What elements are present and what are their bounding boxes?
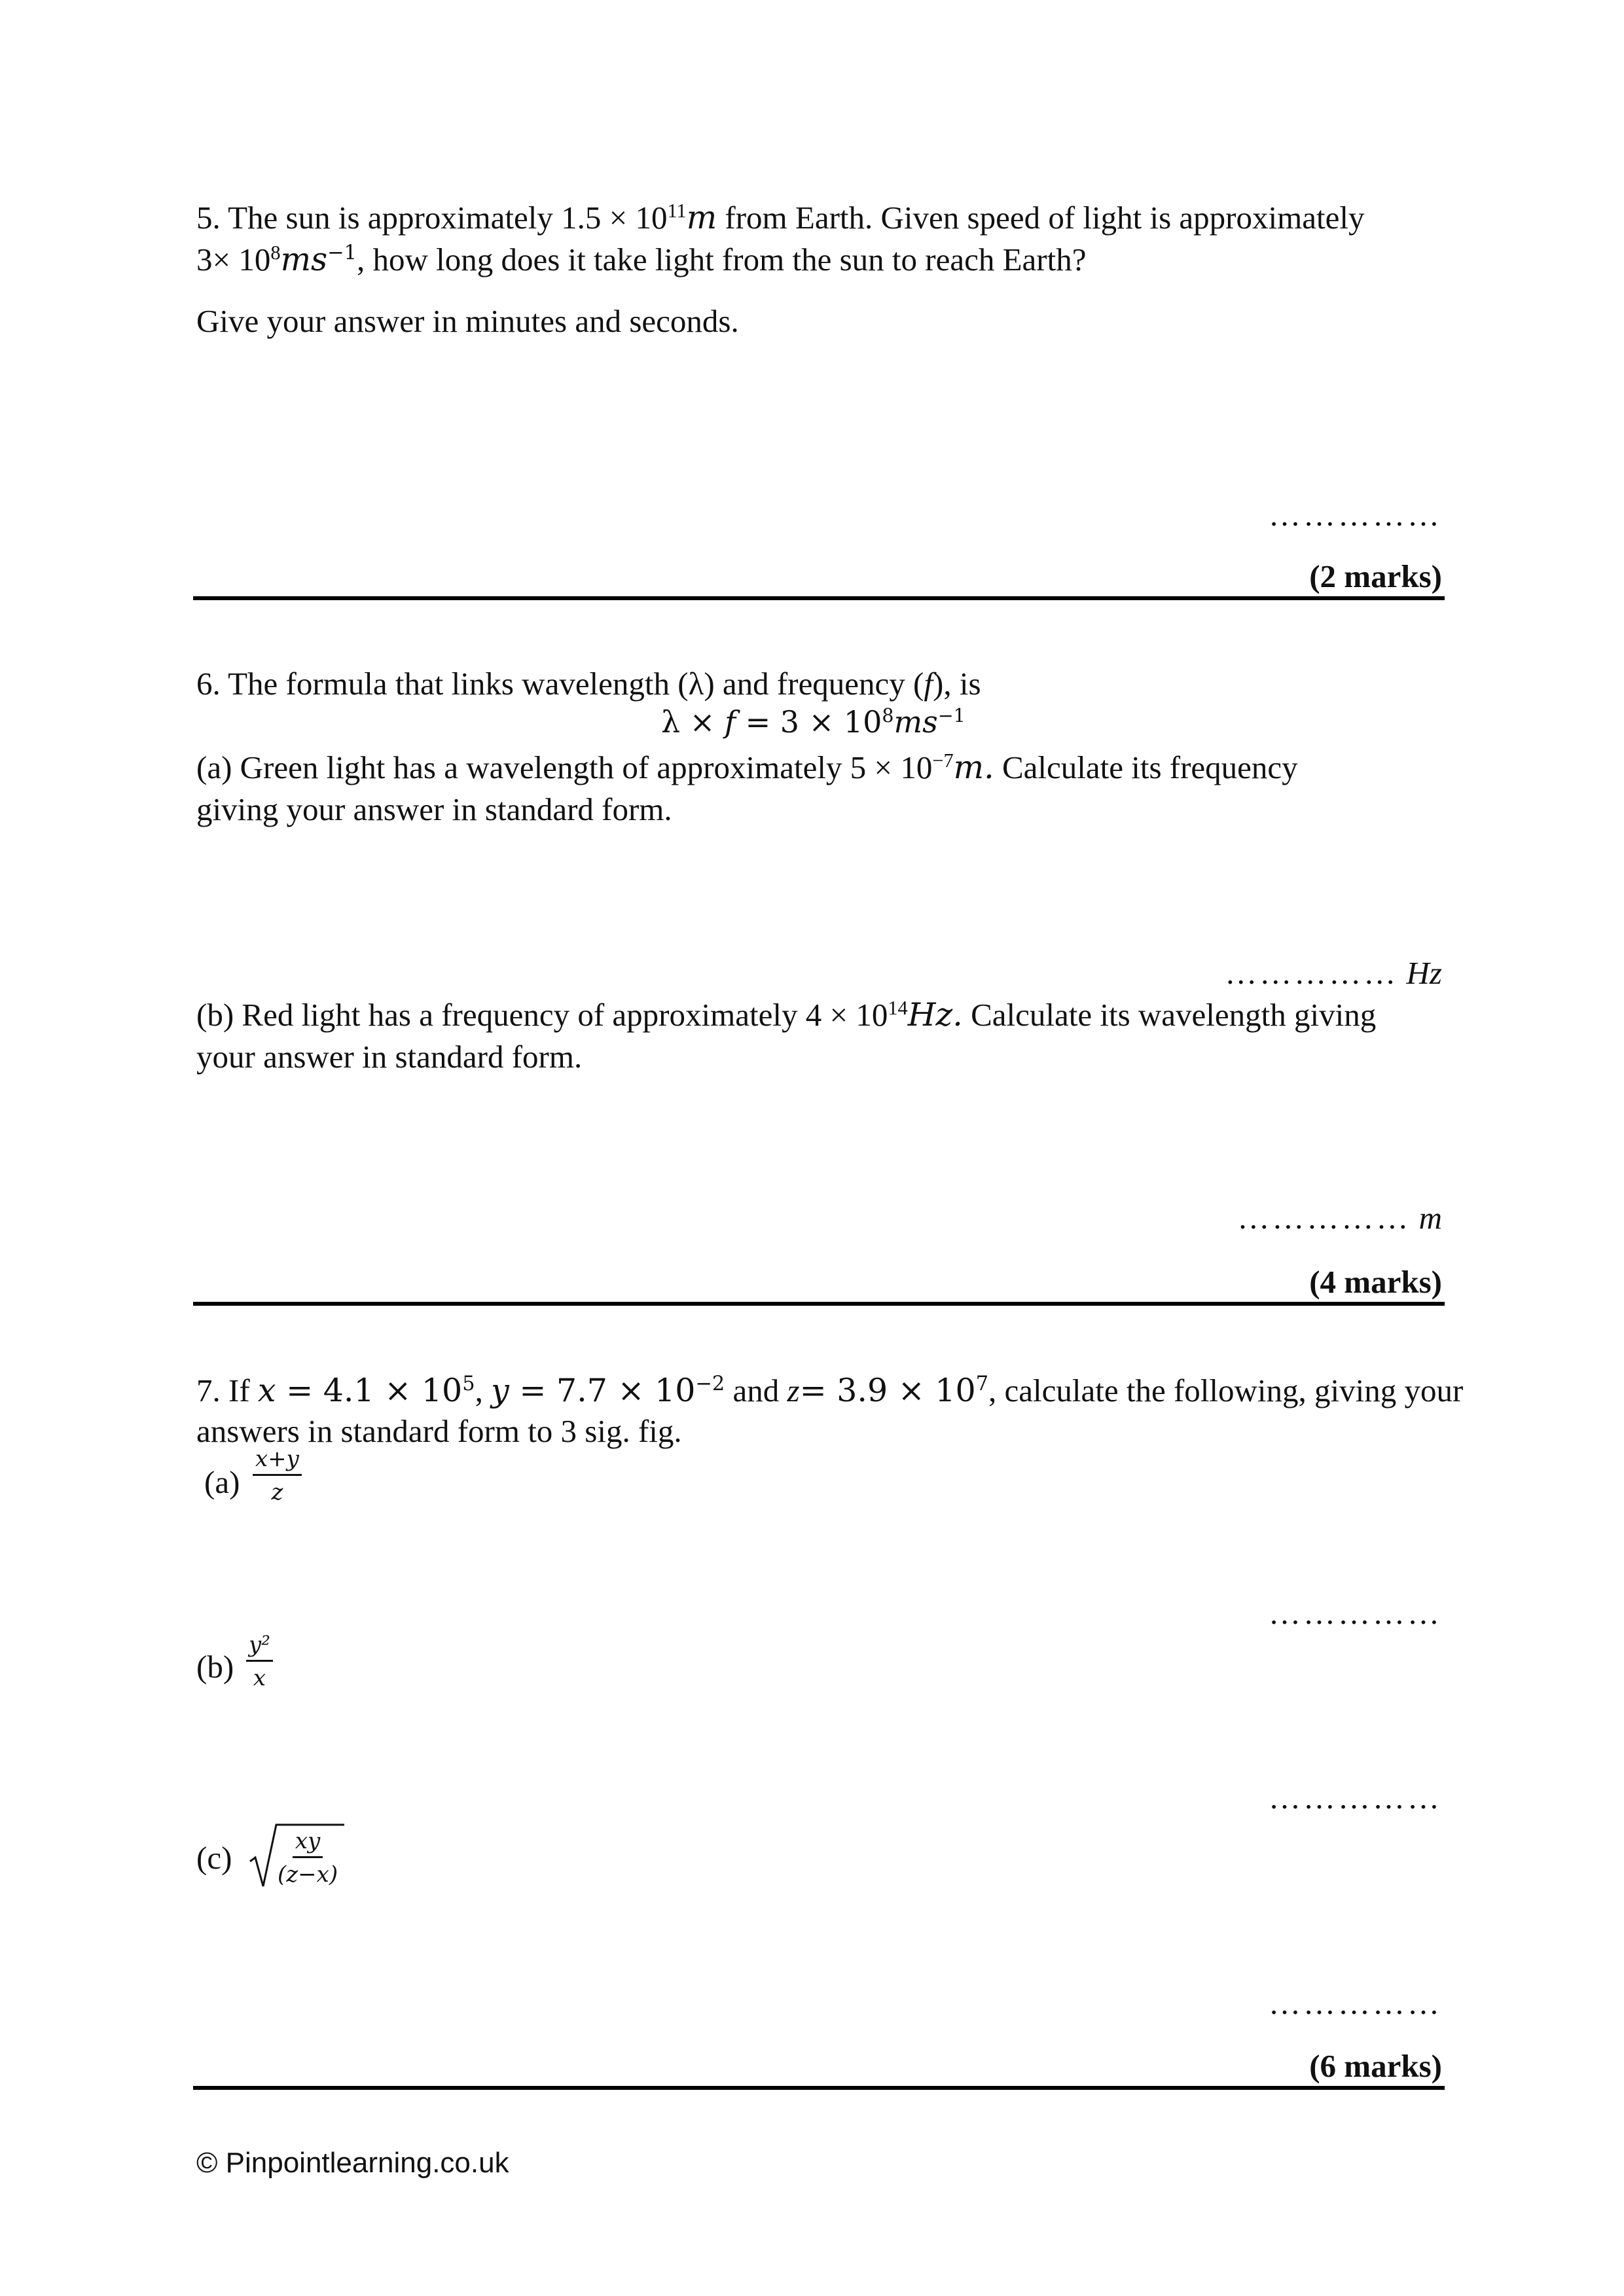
q7c-label: (c): [196, 1840, 232, 1876]
q5-line-1: 5. The sun is approximately $1.5 \times 10^{11}m$ from Earth. Given speed of light is approximately: [196, 199, 1365, 236]
q7-marks: (6 marks): [1309, 2048, 1442, 2084]
section-divider: [193, 1302, 1445, 1306]
q7c-fraction: [278, 1830, 338, 1886]
q5-instruction: Give your answer in minutes and seconds.: [196, 303, 739, 339]
q7-line-2: answers in standard form to 3 sig. fig.: [196, 1413, 682, 1449]
q7b-denominator: x: [253, 1665, 266, 1691]
section-divider: [193, 2086, 1445, 2090]
q6a-answer-line[interactable]: …………… Hz: [1225, 955, 1442, 991]
q7c-answer-line[interactable]: ……………: [1269, 1985, 1442, 2021]
q5-marks: (2 marks): [1309, 558, 1442, 594]
q7-line-1: 7. If $x = 4.1 \times 10^5$, $y = 7.7 \times 10^{-2}$ and $z= 3.9 \times 10^7$, calculate the following, giving your: [196, 1372, 1464, 1409]
q7c-numerator: xy: [293, 1830, 323, 1858]
q7b-answer-line[interactable]: ……………: [1269, 1780, 1442, 1816]
q7a-numerator: x+y: [253, 1448, 302, 1476]
q7b-fraction: [246, 1634, 273, 1689]
q7a-fraction: [253, 1448, 302, 1503]
q6a-line-2: giving your answer in standard form.: [196, 791, 672, 827]
q6b-answer-line[interactable]: …………… m: [1237, 1200, 1442, 1236]
q7b-label: (b): [196, 1649, 234, 1685]
q6a-line-1: (a) Green light has a wavelength of approximately $5 \times 10^{-7}m$. Calculate its frequency: [196, 749, 1298, 786]
q5-answer-line[interactable]: ……………: [1269, 497, 1442, 533]
q7c-denominator: (z−x): [278, 1861, 338, 1888]
q6-line-1: 6. The formula that links wavelength (λ) and frequency (f), is: [196, 666, 981, 702]
q7a-denominator: z: [271, 1479, 283, 1505]
copyright-footer: © Pinpointlearning.co.uk: [196, 2147, 509, 2179]
q7a-label: (a): [204, 1464, 240, 1500]
q6b-line-2: your answer in standard form.: [196, 1039, 583, 1075]
q6-marks: (4 marks): [1309, 1264, 1442, 1300]
q6-formula: $\lambda \times f = 3 \times 10^8ms^{-1}$: [661, 704, 965, 740]
section-divider: [193, 596, 1445, 600]
q5-line-2: $3\times 10^8ms^{-1}$, how long does it take light from the sun to reach Earth?: [196, 241, 1087, 278]
q6b-line-1: (b) Red light has a frequency of approximately $4 \times 10^{14}Hz$. Calculate its wavelength giving: [196, 996, 1377, 1033]
q7a-answer-line[interactable]: ……………: [1269, 1595, 1442, 1631]
q7b-numerator: y²: [246, 1634, 273, 1662]
